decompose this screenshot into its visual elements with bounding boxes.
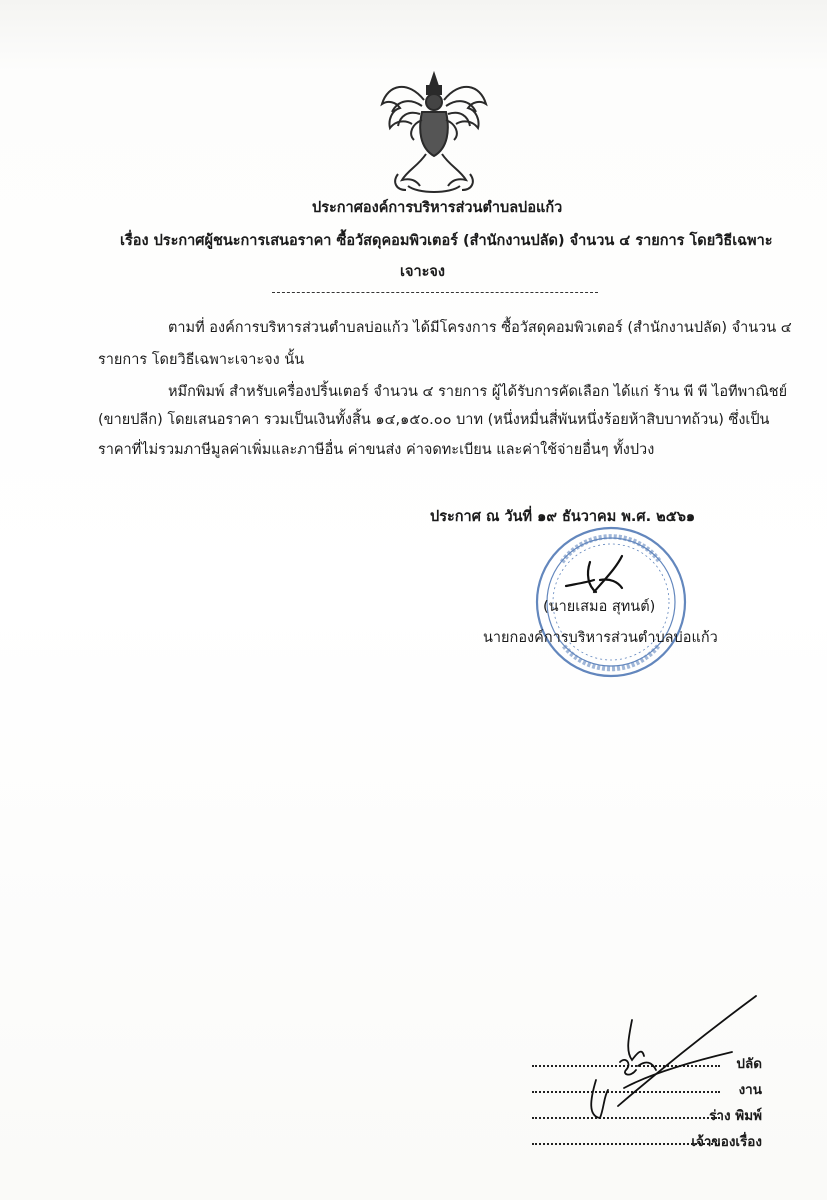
document-title: ประกาศองค์การบริหารส่วนตำบลบ่อแก้ว [312,200,563,216]
signer-name: (นายเสมอ สุทนต์) [543,599,656,615]
document-subject-continued: เจาะจง [400,264,445,280]
paragraph-2-line-2: (ขายปลีก) โดยเสนอราคา รวมเป็นเงินทั้งสิ้น ๑๔,๑๕๐.๐๐ บาท (หนึ่งหมื่นสี่พันหนึ่งร้อยห้าสิบบาทถ้วน) ซึ่งเป็น [98,412,770,428]
document-subject: เรื่อง ประกาศผู้ชนะการเสนอราคา ซื้อวัสดุคอมพิวเตอร์ (สำนักงานปลัด) จำนวน ๔ รายการ โดยวิธีเฉพาะ [120,233,773,249]
routing-label: ปลัด [736,1056,762,1072]
routing-label: ร่าง พิมพ์ [709,1108,762,1124]
routing-label: งาน [738,1082,762,1098]
signer-title: นายกองค์การบริหารส่วนตำบลบ่อแก้ว [483,630,718,646]
signature-icon [560,552,640,602]
paragraph-2-line-1: หมึกพิมพ์ สำหรับเครื่องปริ้นเตอร์ จำนวน ๔ รายการ ผู้ได้รับการคัดเลือก ได้แก่ ร้าน พี พี ไอทีพาณิชย์ [168,384,788,400]
paragraph-1-line-2: รายการ โดยวิธีเฉพาะเจาะจง นั้น [98,352,305,368]
garuda-emblem-icon [378,70,490,195]
paragraph-1-line-1: ตามที่ องค์การบริหารส่วนตำบลบ่อแก้ว ได้มีโครงการ ซื้อวัสดุคอมพิวเตอร์ (สำนักงานปลัด) จำนวน ๔ [168,320,792,336]
section-divider [272,292,598,293]
paragraph-2-line-3: ราคาที่ไม่รวมภาษีมูลค่าเพิ่มและภาษีอื่น ค่าขนส่ง ค่าจดทะเบียน และค่าใช้จ่ายอื่นๆ ทั้งปวง [98,442,655,458]
initials-scribble-icon [560,990,760,1140]
routing-label: เจ้าของเรื่อง [691,1134,762,1150]
announcement-date: ประกาศ ณ วันที่ ๑๙ ธันวาคม พ.ศ. ๒๕๖๑ [430,509,696,525]
